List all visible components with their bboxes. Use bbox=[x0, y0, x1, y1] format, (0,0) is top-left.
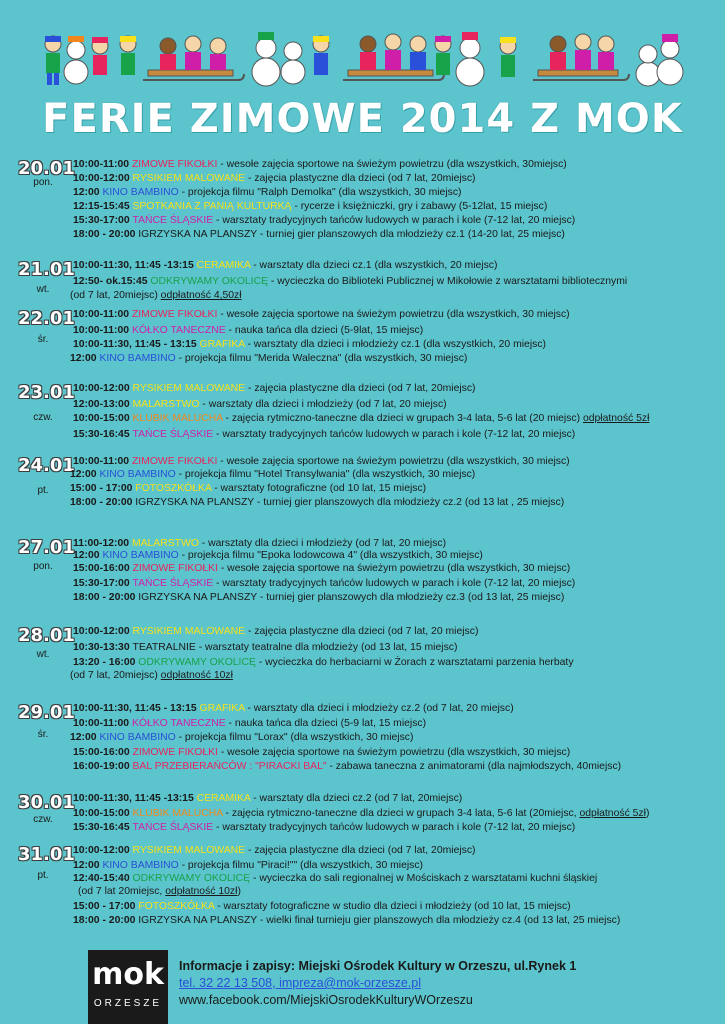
event-name: KLUBIK MALUCHA bbox=[132, 808, 223, 819]
event-text: - warsztaty dla dzieci i młodzieży cz.1 (dla wszystkich, 20 miejsc) bbox=[244, 339, 546, 350]
event-line bbox=[73, 398, 447, 412]
child-icon bbox=[45, 36, 61, 85]
event-time: 12:00 bbox=[73, 860, 103, 871]
event-time: 12:00 bbox=[70, 353, 100, 364]
event-line bbox=[73, 900, 571, 914]
event-name: CERAMIKA bbox=[196, 793, 251, 804]
event-time: 10:00-11:00 bbox=[73, 456, 132, 467]
day-date: 24.01 bbox=[18, 455, 75, 476]
event-text: - zajęcia plastyczne dla dzieci (od 7 lat, 20miejsc) bbox=[245, 845, 476, 856]
event-time: 12:00 bbox=[70, 469, 100, 480]
snowman-icon bbox=[252, 32, 305, 86]
event-text: - warsztaty dla dzieci cz.2 (od 7 lat, 20miejsc) bbox=[250, 793, 463, 804]
event-line bbox=[73, 455, 570, 469]
event-name: MALARSTWO bbox=[131, 538, 199, 549]
day-weekday: wt. bbox=[36, 649, 50, 660]
event-time: 12:15-15:45 bbox=[73, 201, 133, 212]
event-text: - zajęcia plastyczne dla dzieci (od 7 lat, 20miejsc) bbox=[245, 383, 476, 394]
event-line bbox=[73, 625, 478, 639]
event-time: 15:00-16:00 bbox=[73, 747, 133, 758]
event-time: 12:50- ok.15:45 bbox=[73, 276, 151, 287]
event-text: - nauka tańca dla dzieci (5-9lat, 15 miejsc) bbox=[225, 325, 424, 336]
day-weekday: pon. bbox=[33, 177, 53, 188]
event-text: IGRZYSKA NA PLANSZY bbox=[138, 592, 258, 603]
event-text: - projekcja filmu "Lorax" (dla wszystkich, 30 miejsc) bbox=[175, 732, 414, 743]
event-line bbox=[73, 549, 483, 563]
event-line bbox=[70, 482, 426, 496]
sled-icon bbox=[533, 34, 629, 80]
event-time: 10:00-11:30, 11:45 -13:15 bbox=[73, 260, 197, 271]
event-line bbox=[73, 562, 570, 576]
event-time: 15:30-17:00 bbox=[73, 215, 133, 226]
event-time: 12:00 bbox=[73, 550, 103, 561]
event-text: - warsztaty fotograficzne w studio dla dzieci i młodzieży (od 10 lat, 15 miejsc) bbox=[214, 901, 571, 912]
snowman-icon bbox=[64, 36, 88, 84]
page-title: FERIE ZIMOWE 2014 Z MOK bbox=[42, 96, 683, 142]
event-time: 12:40-15:40 bbox=[73, 873, 133, 884]
event-time: 10:00-11:30, 11:45 - 13:15 bbox=[73, 703, 200, 714]
event-line bbox=[70, 352, 467, 366]
event-fee: odpłatność 4,50zł bbox=[160, 290, 242, 301]
event-line bbox=[70, 468, 475, 482]
event-time: 10:30-13:30 bbox=[73, 642, 133, 653]
event-text: - rycerze i księżniczki, gry i zabawy (5-12lat, 15 miejsc) bbox=[291, 201, 548, 212]
event-text: - wesołe zajęcia sportowe na świeżym powietrzu (dla wszystkich, 30 miejsc) bbox=[217, 747, 571, 758]
event-fee: odpłatność 5zł bbox=[582, 413, 650, 424]
event-name: KÓŁKO TANECZNE bbox=[131, 718, 226, 729]
contact-heading: Informacje i zapisy: Miejski Ośrodek Kultury w Orzeszu, ul.Rynek 1 bbox=[179, 959, 577, 973]
event-name: ZIMOWE FIKOŁKI bbox=[131, 309, 218, 320]
event-name: RYSIKIEM MALOWANE bbox=[132, 173, 246, 184]
event-name: KINO BAMBINO bbox=[99, 353, 176, 364]
event-name: GRAFIKA bbox=[199, 703, 245, 714]
event-text: - turniej gier planszowych dla młodzieży cz.1 (14-20 lat, 25 miejsc) bbox=[257, 229, 565, 240]
event-text: TEATRALNIE bbox=[132, 642, 196, 653]
event-text: - zajęcia rytmiczno-taneczne dla dzieci w grupach 3-4 lata, 5-6 lat (20miejsc, bbox=[222, 808, 580, 819]
event-time: 10:00-12:00 bbox=[73, 626, 133, 637]
event-name: RYSIKIEM MALOWANE bbox=[132, 845, 246, 856]
event-line bbox=[73, 760, 621, 774]
event-line bbox=[78, 885, 241, 899]
event-time: 18:00 - 20:00 bbox=[70, 497, 136, 508]
event-time: 10:00-11:30, 11:45 -13:15 bbox=[73, 793, 197, 804]
day-weekday: pt. bbox=[37, 485, 49, 496]
event-name: TAŃCE ŚLĄSKIE bbox=[132, 822, 214, 833]
child-icon bbox=[313, 36, 329, 75]
event-text: - zajęcia rytmiczno-taneczne dla dzieci w grupach 3-4 lata, 5-6 lat (20 miejsc) bbox=[222, 413, 583, 424]
event-time: 15:30-16:45 bbox=[73, 429, 133, 440]
event-name: KÓŁKO TANECZNE bbox=[131, 325, 226, 336]
event-time: 10:00-11:00 bbox=[73, 159, 132, 170]
event-text: - warsztaty tradycyjnych tańców ludowych w parach i kole (7-12 lat, 20 miejsc) bbox=[213, 578, 576, 589]
event-time: 18:00 - 20:00 bbox=[73, 915, 139, 926]
day-weekday: śr. bbox=[37, 729, 49, 740]
event-text: - wycieczka do sali regionalnej w Mościskach z warsztatami kuchni śląskiej bbox=[250, 873, 598, 884]
event-time: 10:00-11:30, 11:45 - 13:15 bbox=[73, 339, 200, 350]
event-text: - wielki finał turnieju gier planszowych dla młodzieży cz.4 (od 13 lat, 25 miejsc) bbox=[257, 915, 621, 926]
day-date: 31.01 bbox=[18, 844, 75, 865]
footer bbox=[0, 950, 725, 1024]
event-name: TAŃCE ŚLĄSKIE bbox=[132, 429, 214, 440]
event-text: - warsztaty dla dzieci i młodzieży (od 7 lat, 20 miejsc) bbox=[198, 538, 447, 549]
event-text: - zajęcia plastyczne dla dzieci (od 7 lat, 20 miejsc) bbox=[245, 626, 479, 637]
event-name: ZIMOWE FIKOŁKI bbox=[132, 747, 218, 758]
event-name: TAŃCE ŚLĄSKIE bbox=[132, 578, 214, 589]
event-text: - warsztaty dla dzieci cz.1 (dla wszystkich, 20 miejsc) bbox=[250, 260, 498, 271]
event-time: 10:00-12:00 bbox=[73, 845, 133, 856]
event-line bbox=[73, 577, 575, 591]
event-time: 10:00-15:00 bbox=[73, 413, 133, 424]
event-name: KINO BAMBINO bbox=[102, 550, 179, 561]
event-name: KLUBIK MALUCHA bbox=[132, 413, 223, 424]
event-text: - projekcja filmu "Ralph Demolka" (dla wszystkich, 30 miejsc) bbox=[178, 187, 462, 198]
event-line bbox=[73, 275, 627, 289]
event-line bbox=[73, 807, 649, 821]
event-text: - wesołe zajęcia sportowe na świeżym powietrzu (dla wszystkich, 30 miejsc) bbox=[217, 456, 570, 467]
day-date: 20.01 bbox=[18, 158, 75, 179]
event-line bbox=[73, 200, 547, 214]
event-name: ZIMOWE FIKOŁKI bbox=[132, 563, 218, 574]
event-line bbox=[73, 214, 575, 228]
event-name: FOTOSZKÓŁKA bbox=[135, 483, 212, 494]
contact-phone-email-link[interactable]: tel. 32 22 13 508, impreza@mok-orzesze.pl bbox=[179, 976, 421, 990]
event-line bbox=[73, 428, 575, 442]
event-text: ) bbox=[237, 886, 241, 897]
event-name: MALARSTWO bbox=[132, 399, 200, 410]
event-name: KINO BAMBINO bbox=[99, 732, 176, 743]
event-time: 10:00-12:00 bbox=[73, 383, 133, 394]
event-line bbox=[73, 591, 564, 605]
event-text: - warsztaty tradycyjnych tańców ludowych w parach i kole (7-12 lat, 20 miejsc) bbox=[213, 429, 576, 440]
event-name: ODKRYWAMY OKOLICĘ bbox=[150, 276, 269, 287]
day-date: 23.01 bbox=[18, 382, 75, 403]
event-line bbox=[73, 172, 476, 186]
event-line bbox=[73, 717, 426, 731]
event-line bbox=[70, 669, 233, 683]
event-name: CERAMIKA bbox=[196, 260, 251, 271]
event-time: 10:00-11:00 bbox=[73, 718, 132, 729]
event-text: - wycieczka do herbaciarni w Żorach z warsztatami parzenia herbaty bbox=[255, 657, 574, 668]
day-weekday: pon. bbox=[33, 561, 53, 572]
event-time: 15:30-16:45 bbox=[73, 822, 133, 833]
event-fee: odpłatność 10zł bbox=[165, 886, 238, 897]
day-weekday: śr. bbox=[37, 334, 49, 345]
event-time: 10:00-11:00 bbox=[73, 309, 132, 320]
event-line bbox=[73, 746, 570, 760]
event-text: - turniej gier planszowych dla młodzieży cz.3 (od 13 lat, 25 miejsc) bbox=[257, 592, 565, 603]
day-date: 30.01 bbox=[18, 792, 75, 813]
event-time: 13:20 - 16:00 bbox=[73, 657, 139, 668]
event-text: ) bbox=[645, 808, 650, 819]
event-line bbox=[73, 308, 570, 322]
event-name: BAL PRZEBIERAŃCÓW : "PIRACKI BAL" bbox=[132, 761, 327, 772]
event-line bbox=[73, 382, 476, 396]
event-text: - warsztaty dla dzieci i młodzieży (od 7 lat, 20 miejsc) bbox=[199, 399, 447, 410]
child-icon bbox=[92, 37, 108, 75]
event-text: IGRZYSKA NA PLANSZY bbox=[138, 229, 258, 240]
event-text: - wesołe zajęcia sportowe na świeżym powietrzu (dla wszystkich, 30 miejsc) bbox=[217, 309, 570, 320]
event-name: FOTOSZKÓŁKA bbox=[138, 901, 215, 912]
event-name: KINO BAMBINO bbox=[102, 860, 179, 871]
event-text: IGRZYSKA NA PLANSZY bbox=[138, 915, 258, 926]
winter-kids-banner bbox=[38, 22, 688, 92]
event-time: 11:00-12:00 bbox=[73, 538, 132, 549]
event-name: TAŃCE ŚLĄSKIE bbox=[132, 215, 214, 226]
event-text: - warsztaty fotograficzne (od 10 lat, 15 miejsc) bbox=[211, 483, 427, 494]
event-line bbox=[73, 228, 565, 242]
event-text: - warsztaty dla dzieci i młodzieży cz.2 (od 7 lat, 20 miejsc) bbox=[244, 703, 514, 714]
event-text: (od 7 lat, 20miejsc) bbox=[70, 670, 161, 681]
event-text: - wesołe zajęcia sportowe na świeżym powietrzu (dla wszystkich, 30miejsc) bbox=[217, 159, 567, 170]
event-line bbox=[73, 859, 423, 873]
event-name: SPOTKANIA Z PANIĄ KULTURKĄ bbox=[132, 201, 292, 212]
event-line bbox=[73, 821, 575, 835]
event-name: ODKRYWAMY OKOLICĘ bbox=[132, 873, 251, 884]
event-time: 15:00 - 17:00 bbox=[73, 901, 139, 912]
event-time: 15:00 - 17:00 bbox=[70, 483, 136, 494]
event-line bbox=[73, 914, 620, 928]
event-name: KINO BAMBINO bbox=[99, 469, 176, 480]
event-line bbox=[73, 324, 423, 338]
event-time: 15:30-17:00 bbox=[73, 578, 133, 589]
sled-icon bbox=[143, 36, 244, 80]
event-line bbox=[73, 158, 567, 172]
event-line bbox=[73, 641, 457, 655]
event-line bbox=[73, 702, 514, 716]
child-icon bbox=[120, 36, 136, 75]
event-time: 18:00 - 20:00 bbox=[73, 592, 139, 603]
event-line bbox=[73, 186, 462, 200]
event-text: - projekcja filmu "Merida Waleczna" (dla wszystkich, 30 miejsc) bbox=[175, 353, 468, 364]
event-time: 12:00-13:00 bbox=[73, 399, 133, 410]
event-text: - warsztaty tradycyjnych tańców ludowych w parach i kole (7-12 lat, 20 miejsc) bbox=[213, 822, 576, 833]
day-date: 21.01 bbox=[18, 259, 75, 280]
event-text: (od 7 lat 20miejsc, bbox=[78, 886, 166, 897]
event-text: (od 7 lat, 20miejsc) bbox=[70, 290, 161, 301]
event-text: - wesołe zajęcia sportowe na świeżym powietrzu (dla wszystkich, 30 miejsc) bbox=[217, 563, 571, 574]
event-text: - turniej gier planszowych dla młodzieży cz.2 (od 13 lat , 25 miejsc) bbox=[254, 497, 565, 508]
day-date: 28.01 bbox=[18, 625, 75, 646]
day-weekday: pt. bbox=[37, 870, 49, 881]
event-text: - wycieczka do Biblioteki Publicznej w Mikołowie z warsztatami bibliotecznymi bbox=[268, 276, 628, 287]
event-line bbox=[73, 792, 462, 806]
event-text: - warsztaty teatralne dla młodzieży (od 13 lat, 15 miejsc) bbox=[195, 642, 458, 653]
event-time: 16:00-19:00 bbox=[73, 761, 133, 772]
event-text: - projekcja filmu "Hotel Transylwania" (dla wszystkich, 30 miejsc) bbox=[175, 469, 476, 480]
event-line bbox=[70, 496, 564, 510]
day-weekday: czw. bbox=[33, 412, 53, 423]
mok-logo bbox=[88, 950, 168, 1024]
snowman-icon bbox=[456, 32, 484, 86]
event-line bbox=[73, 412, 649, 426]
event-fee: odpłatność 10zł bbox=[160, 670, 233, 681]
day-weekday: czw. bbox=[33, 814, 53, 825]
event-fee: odpłatność 5zł bbox=[579, 808, 646, 819]
event-time: 12:00 bbox=[70, 732, 100, 743]
event-line bbox=[73, 259, 497, 273]
event-line bbox=[70, 731, 413, 745]
event-text: - projekcja filmu "Piraci!"" (dla wszystkich, 30 miejsc) bbox=[178, 860, 424, 871]
event-text: IGRZYSKA NA PLANSZY bbox=[135, 497, 255, 508]
event-text: - warsztaty tradycyjnych tańców ludowych w parach i kole (7-12 lat, 20 miejsc) bbox=[213, 215, 576, 226]
logo-subtitle: ORZESZE bbox=[93, 998, 163, 1009]
day-date: 27.01 bbox=[18, 537, 75, 558]
day-weekday: wt. bbox=[36, 284, 50, 295]
sled-icon bbox=[343, 34, 444, 80]
event-time: 18:00 - 20:00 bbox=[73, 229, 139, 240]
facebook-link[interactable]: www.facebook.com/MiejskiOsrodekKulturyWOrzeszu bbox=[179, 993, 473, 1007]
event-text: - nauka tańca dla dzieci (5-9 lat, 15 miejsc) bbox=[225, 718, 427, 729]
logo-word: mok bbox=[92, 957, 164, 992]
event-name: ZIMOWE FIKOŁKI bbox=[131, 456, 218, 467]
event-name: ODKRYWAMY OKOLICĘ bbox=[138, 657, 256, 668]
event-name: ZIMOWE FIKOŁKI bbox=[131, 159, 218, 170]
event-time: 12:00 bbox=[73, 187, 103, 198]
event-name: RYSIKIEM MALOWANE bbox=[132, 383, 246, 394]
event-time: 10:00-12:00 bbox=[73, 173, 133, 184]
event-line bbox=[73, 872, 597, 886]
event-name: RYSIKIEM MALOWANE bbox=[132, 626, 246, 637]
event-line bbox=[70, 289, 242, 303]
event-line bbox=[73, 656, 574, 670]
event-time: 10:00-11:00 bbox=[73, 325, 132, 336]
event-name: KINO BAMBINO bbox=[102, 187, 179, 198]
event-line bbox=[73, 338, 546, 352]
snowman-icon bbox=[636, 34, 683, 86]
day-date: 29.01 bbox=[18, 702, 75, 723]
event-time: 10:00-15:00 bbox=[73, 808, 133, 819]
event-line bbox=[73, 844, 476, 858]
day-date: 22.01 bbox=[18, 308, 75, 329]
event-time: 15:00-16:00 bbox=[73, 563, 133, 574]
event-text: - zajęcia plastyczne dla dzieci (od 7 lat, 20miejsc) bbox=[245, 173, 476, 184]
event-text: - projekcja filmu "Epoka lodowcowa 4" (dla wszystkich, 30 miejsc) bbox=[178, 550, 483, 561]
event-text: - zabawa taneczna z animatorami (dla najmłodszych, 40miejsc) bbox=[326, 761, 622, 772]
event-name: GRAFIKA bbox=[199, 339, 245, 350]
